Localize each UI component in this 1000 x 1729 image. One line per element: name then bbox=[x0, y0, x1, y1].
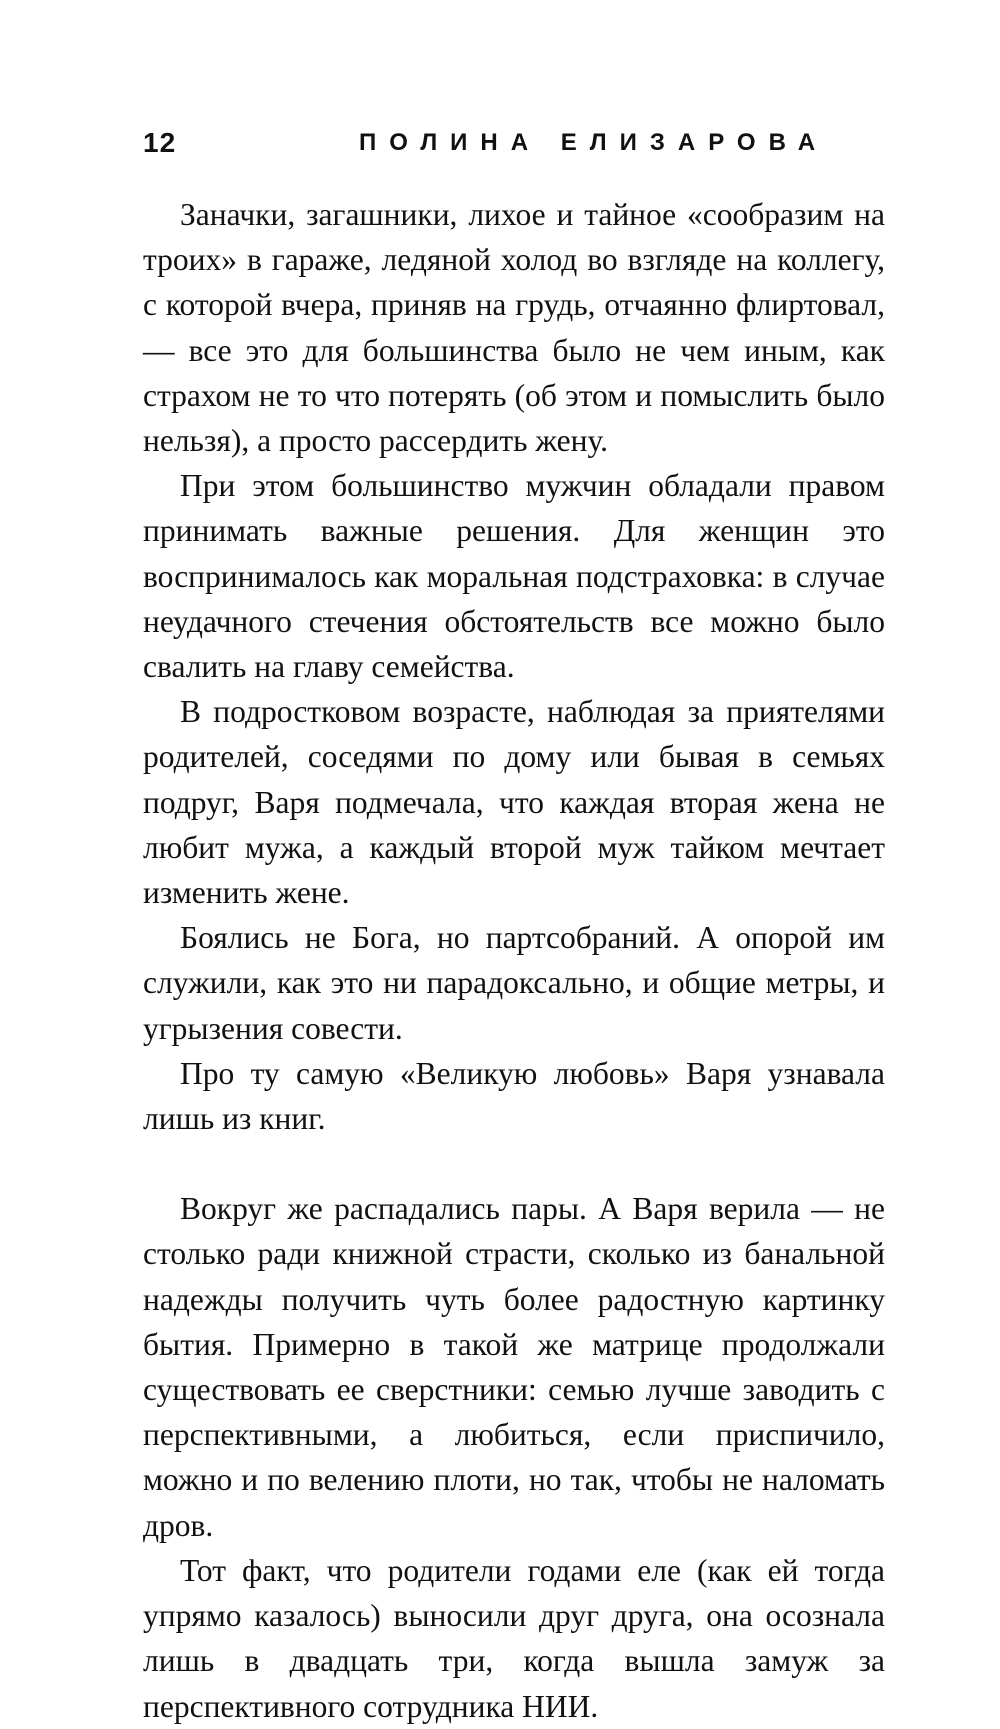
section-break bbox=[143, 1141, 885, 1186]
paragraph: В подростковом возрасте, наблюдая за приятелями родителей, соседями по дому или бывая в семьях подруг, Варя подмечала, что каждая вторая жена не любит мужа, а каждый второй муж тайком мечтает изменить жене. bbox=[143, 694, 885, 911]
running-title: ПОЛИНА ЕЛИЗАРОВА bbox=[359, 129, 829, 156]
paragraph: Вокруг же распадались пары. А Варя верила — не столько ради книжной страсти, сколько из банальной надежды получить чуть более радостную картинку бытия. Примерно в такой же матрице продолжали существовать ее сверстники: семью лучше заводить с перспективными, а любиться, если приспичило, можно и по велению плоти, но так, чтобы не наломать дров. bbox=[143, 1191, 885, 1543]
body-text bbox=[143, 192, 885, 1729]
paragraph: При этом большинство мужчин обладали правом принимать важные решения. Для женщин это воспринималось как моральная подстраховка: в случае неудачного стечения обстоятельств все можно было свалить на главу семейства. bbox=[143, 468, 885, 685]
page-header bbox=[143, 127, 885, 167]
paragraph: Боялись не Бога, но партсобраний. А опорой им служили, как это ни парадоксально, и общие метры, и угрызения совести. bbox=[143, 920, 885, 1046]
page-number: 12 bbox=[143, 127, 177, 158]
paragraph: Про ту самую «Великую любовь» Варя узнавала лишь из книг. bbox=[143, 1055, 885, 1137]
paragraph: Тот факт, что родители годами еле (как ей тогда упрямо казалось) выносили друг друга, она осознала лишь в двадцать три, когда вышла замуж за перспективного сотрудника НИИ. bbox=[143, 1552, 885, 1724]
paragraph: Заначки, загашники, лихое и тайное «сообразим на троих» в гараже, ледяной холод во взгляде на коллегу, с которой вчера, приняв на грудь, отчаянно флиртовал, — все это для большинства было не чем иным, как страхом не то что потерять (об этом и помыслить было нельзя), а просто рассердить жену. bbox=[143, 197, 885, 459]
